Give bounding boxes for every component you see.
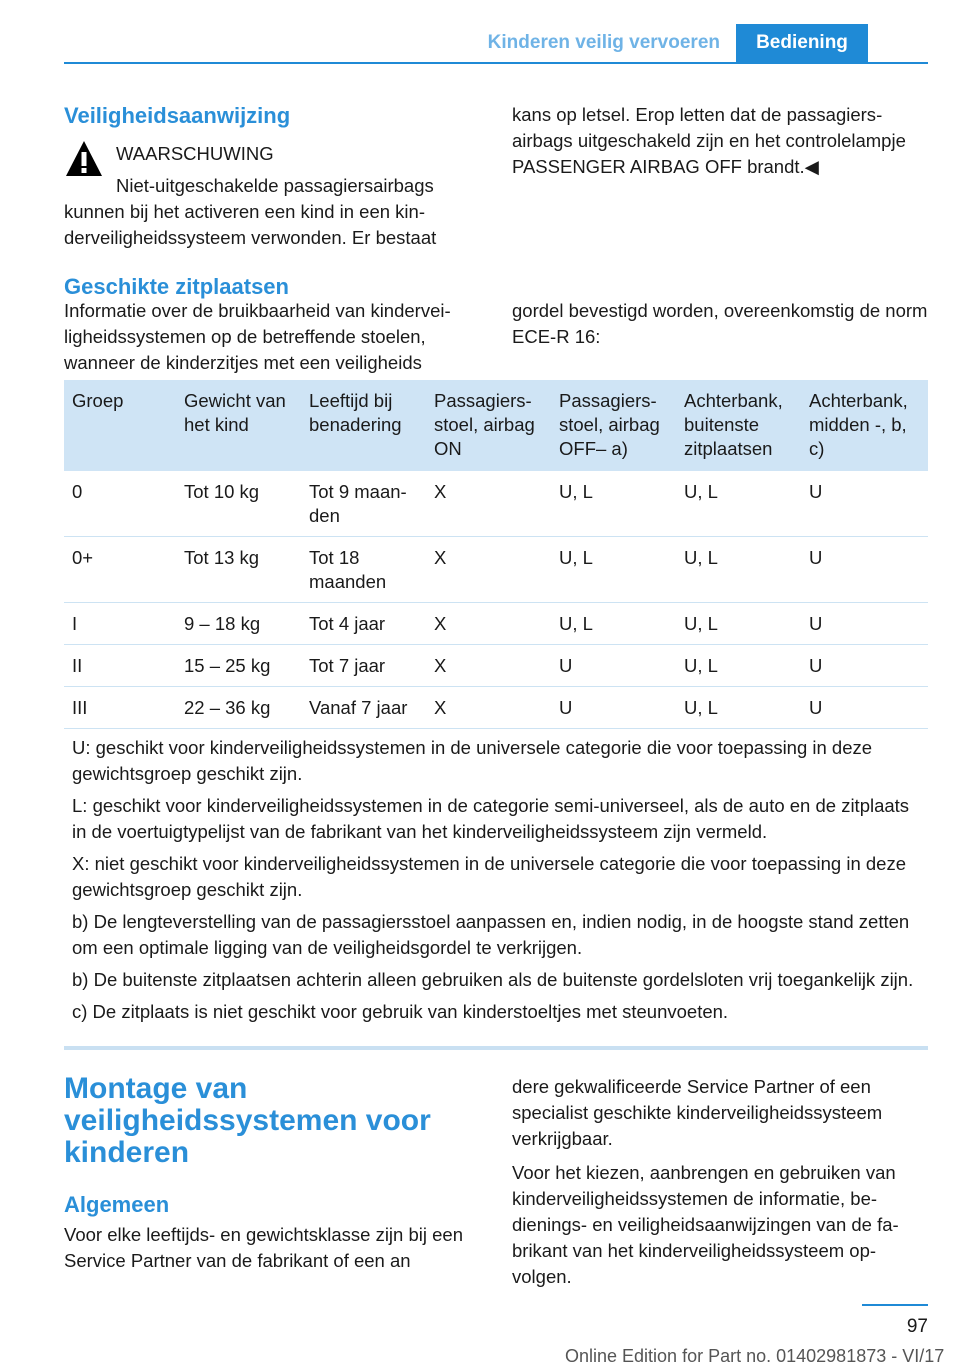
cell: X (426, 471, 551, 537)
safety-heading: Veiligheidsaanwijzing (64, 103, 291, 128)
th-age: Leeftijd bij benadering (301, 380, 426, 471)
cell: U (801, 687, 928, 729)
table-notes (64, 729, 928, 1032)
child-seat-table (64, 380, 928, 1031)
mounting-col2-para2: Voor het kiezen, aanbrengen en gebruiken van kinderveiligheidssystemen de informatie, bedienings- en veiligheidsaanwijzingen van de fabrikant van het kinderveiligheidssysteem opvolgen. (512, 1162, 899, 1287)
cell: Tot 13 kg (176, 537, 301, 603)
cell: X (426, 603, 551, 645)
cell: U, L (551, 471, 676, 537)
table-header-row (64, 380, 928, 471)
th-group: Groep (64, 380, 176, 471)
footer-edition: Online Edition for Part no. 01402981873 - VI/17 (565, 1346, 945, 1366)
page-number: 97 (906, 1316, 928, 1337)
note-l: L: geschikt voor kinderveiligheidssystemen in de categorie semi-universeel, als de auto en de zitplaats in de voertuigtypelijst van de fabrikant van het kinderveiligheidssysteem zijn vermeld. (72, 795, 910, 842)
header-rule (64, 62, 928, 64)
header-chapter: Kinderen veilig vervoeren (487, 32, 720, 53)
cell: U (551, 687, 676, 729)
mounting-title: Montage van veiligheidssystemen voor kinderen (64, 1072, 431, 1169)
cell: Tot 9 maanden (301, 471, 426, 537)
cell: U (801, 645, 928, 687)
cell: III (64, 687, 176, 729)
cell: I (64, 603, 176, 645)
header-section-tab: Bediening (736, 24, 868, 62)
th-passenger-airbag-on: Passagiersstoel, airbag ON (426, 380, 551, 471)
table-row (64, 471, 928, 537)
cell: U (801, 603, 928, 645)
seats-intro-col2: gordel bevestigd worden, overeenkomstig de norm ECE-R 16: (512, 300, 928, 347)
cell: U (801, 537, 928, 603)
section-divider (64, 1046, 928, 1050)
table-notes-row (64, 729, 928, 1032)
mounting-text-col2 (512, 1074, 928, 1290)
warning-text-part1: Niet-uitgeschakelde passagiersairbags kunnen bij het activeren een kind in een kinderveiligheidssysteem verwonden. Er bestaat (64, 175, 437, 248)
cell: X (426, 537, 551, 603)
cell: U, L (551, 537, 676, 603)
cell: U, L (676, 603, 801, 645)
warning-text-col1 (64, 173, 474, 251)
th-passenger-airbag-off: Passagiersstoel, airbag OFF– a) (551, 380, 676, 471)
note-x: X: niet geschikt voor kinderveiligheidssystemen in de universele categorie die voor toepassing in deze gewichtsgroep geschikt zijn. (72, 853, 906, 900)
note-u: U: geschikt voor kinderveiligheidssystemen in de universele categorie die voor toepassing in deze gewichtsgroep geschikt zijn. (72, 737, 873, 784)
cell: Tot 7 jaar (301, 645, 426, 687)
mounting-col2-para1: dere gekwalificeerde Service Partner of een specialist geschikte kinderveiligheidssysteem verkrijgbaar. (512, 1076, 883, 1149)
seats-heading: Geschikte zitplaatsen (64, 274, 289, 299)
table-row (64, 687, 928, 729)
cell: U, L (676, 537, 801, 603)
note-c: c) De zitplaats is niet geschikt voor gebruik van kinderstoeltjes met steunvoeten. (72, 1001, 729, 1022)
table-row (64, 537, 928, 603)
warning-text-col2: kans op letsel. Erop letten dat de passagiersairbags uitgeschakeld zijn en het controlelampje PASSENGER AIRBAG OFF brandt.◀ (512, 104, 906, 177)
warning-label: WAARSCHUWING (116, 143, 274, 164)
cell: 9 – 18 kg (176, 603, 301, 645)
cell: 0+ (64, 537, 176, 603)
table-row (64, 603, 928, 645)
cell: U, L (551, 603, 676, 645)
seats-intro-col1: Informatie over de bruikbaarheid van kinderveiligheidssystemen op de betreffende stoelen, wanneer de kinderzitjes met een veiligheids (64, 300, 451, 373)
mounting-subheading: Algemeen (64, 1192, 170, 1217)
cell: 22 – 36 kg (176, 687, 301, 729)
cell: 0 (64, 471, 176, 537)
th-rear-outer: Achterbank, buitenste zitplaatsen (676, 380, 801, 471)
cell: U (801, 471, 928, 537)
note-b1: b) De lengteverstelling van de passagiersstoel aanpassen en, indien nodig, in de hoogste stand zetten om een optimale ligging van de veiligheidsgordel te verkrijgen. (72, 911, 910, 958)
th-rear-middle: Achterbank, midden -, b, c) (801, 380, 928, 471)
th-weight: Gewicht van het kind (176, 380, 301, 471)
cell: Tot 4 jaar (301, 603, 426, 645)
cell: U, L (676, 687, 801, 729)
cell: Tot 18 maanden (301, 537, 426, 603)
cell: U (551, 645, 676, 687)
cell: 15 – 25 kg (176, 645, 301, 687)
cell: X (426, 687, 551, 729)
cell: Vanaf 7 jaar (301, 687, 426, 729)
cell: X (426, 645, 551, 687)
cell: II (64, 645, 176, 687)
note-b2: b) De buitenste zitplaatsen achterin alleen gebruiken als de buitenste gordelsloten vrij toegankelijk zijn. (72, 969, 914, 990)
cell: U, L (676, 471, 801, 537)
footer-rule (862, 1304, 928, 1306)
cell: U, L (676, 645, 801, 687)
cell: Tot 10 kg (176, 471, 301, 537)
mounting-text-col1: Voor elke leeftijds- en gewichtsklasse zijn bij een Service Partner van de fabrikant of een an (64, 1224, 463, 1271)
table-row (64, 645, 928, 687)
